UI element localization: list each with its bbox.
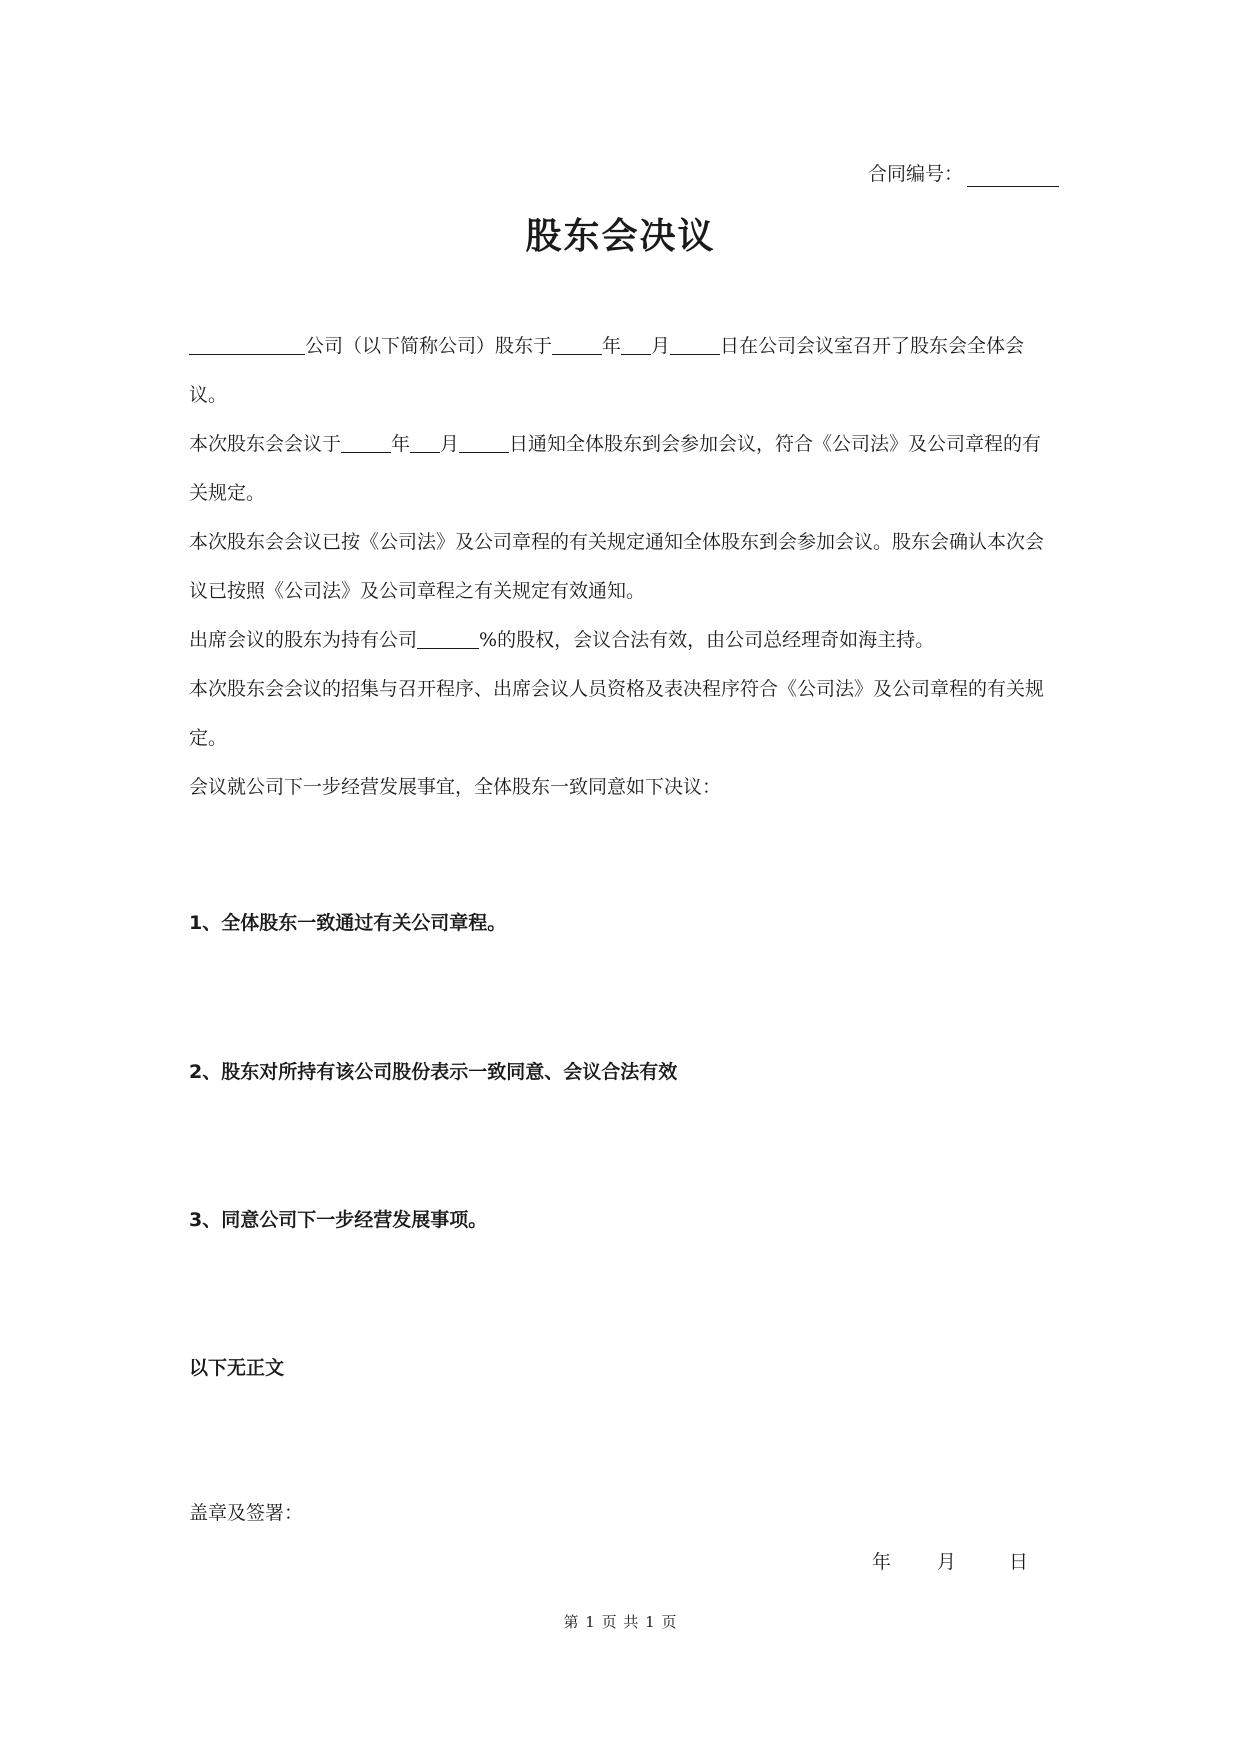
month-label: 月 — [440, 433, 460, 455]
end-note: 以下无正文 — [189, 1357, 285, 1379]
percentage-blank — [417, 626, 479, 649]
paragraph-text: 日通知全体股东到会参加会议，符合《公司法》及公司章程的有关规定。 — [189, 433, 1042, 504]
document-body — [189, 322, 1053, 812]
signature-day: 日 — [1009, 1551, 1029, 1573]
paragraph-attendance — [189, 616, 1053, 665]
paragraph-resolution-intro: 会议就公司下一步经营发展事宜，全体股东一致同意如下决议： — [189, 776, 722, 798]
month-blank — [621, 332, 651, 355]
paragraph-notice-date — [189, 420, 1053, 518]
year-label: 年 — [602, 335, 622, 357]
signature-year: 年 — [872, 1551, 892, 1573]
paragraph-text: 出席会议的股东为持有公司 — [189, 629, 418, 651]
page-footer: 第 1 页 共 1 页 — [563, 1613, 678, 1631]
signature-date — [872, 1547, 1028, 1574]
year-label: 年 — [391, 433, 411, 455]
day-blank — [670, 332, 720, 355]
resolution-item-2: 2、股东对所持有该公司股份表示一致同意、会议合法有效 — [189, 1061, 678, 1083]
year-blank — [552, 332, 602, 355]
month-blank — [410, 430, 440, 453]
paragraph-text: 本次股东会会议于 — [189, 433, 342, 455]
year-blank — [341, 430, 391, 453]
contract-number-line — [868, 161, 1059, 187]
signature-label: 盖章及签署： — [189, 1502, 304, 1524]
paragraph-text: 日在公司会议室召开了股东会全体会议。 — [189, 335, 1025, 406]
day-blank — [459, 430, 509, 453]
contract-number-label: 合同编号： — [867, 163, 963, 185]
paragraph-notice-confirmation: 本次股东会会议已按《公司法》及公司章程的有关规定通知全体股东到会参加会议。股东会确认本次会议已按照《公司法》及公司章程之有关规定有效通知。 — [189, 531, 1045, 602]
paragraph-procedure: 本次股东会会议的招集与召开程序、出席会议人员资格及表决程序符合《公司法》及公司章程的有关规定。 — [189, 678, 1045, 749]
paragraph-text: 公司（以下简称公司）股东于 — [305, 335, 553, 357]
paragraph-text: %的股权，会议合法有效，由公司总经理奇如海主持。 — [479, 629, 935, 651]
company-name-blank — [189, 332, 305, 355]
document-title: 股东会决议 — [525, 216, 716, 257]
resolution-item-1: 1、全体股东一致通过有关公司章程。 — [189, 912, 507, 934]
paragraph-meeting-date — [189, 322, 1053, 420]
contract-number-blank — [967, 166, 1059, 187]
signature-month: 月 — [937, 1551, 957, 1573]
resolution-item-3: 3、同意公司下一步经营发展事项。 — [189, 1209, 488, 1231]
month-label: 月 — [651, 335, 671, 357]
